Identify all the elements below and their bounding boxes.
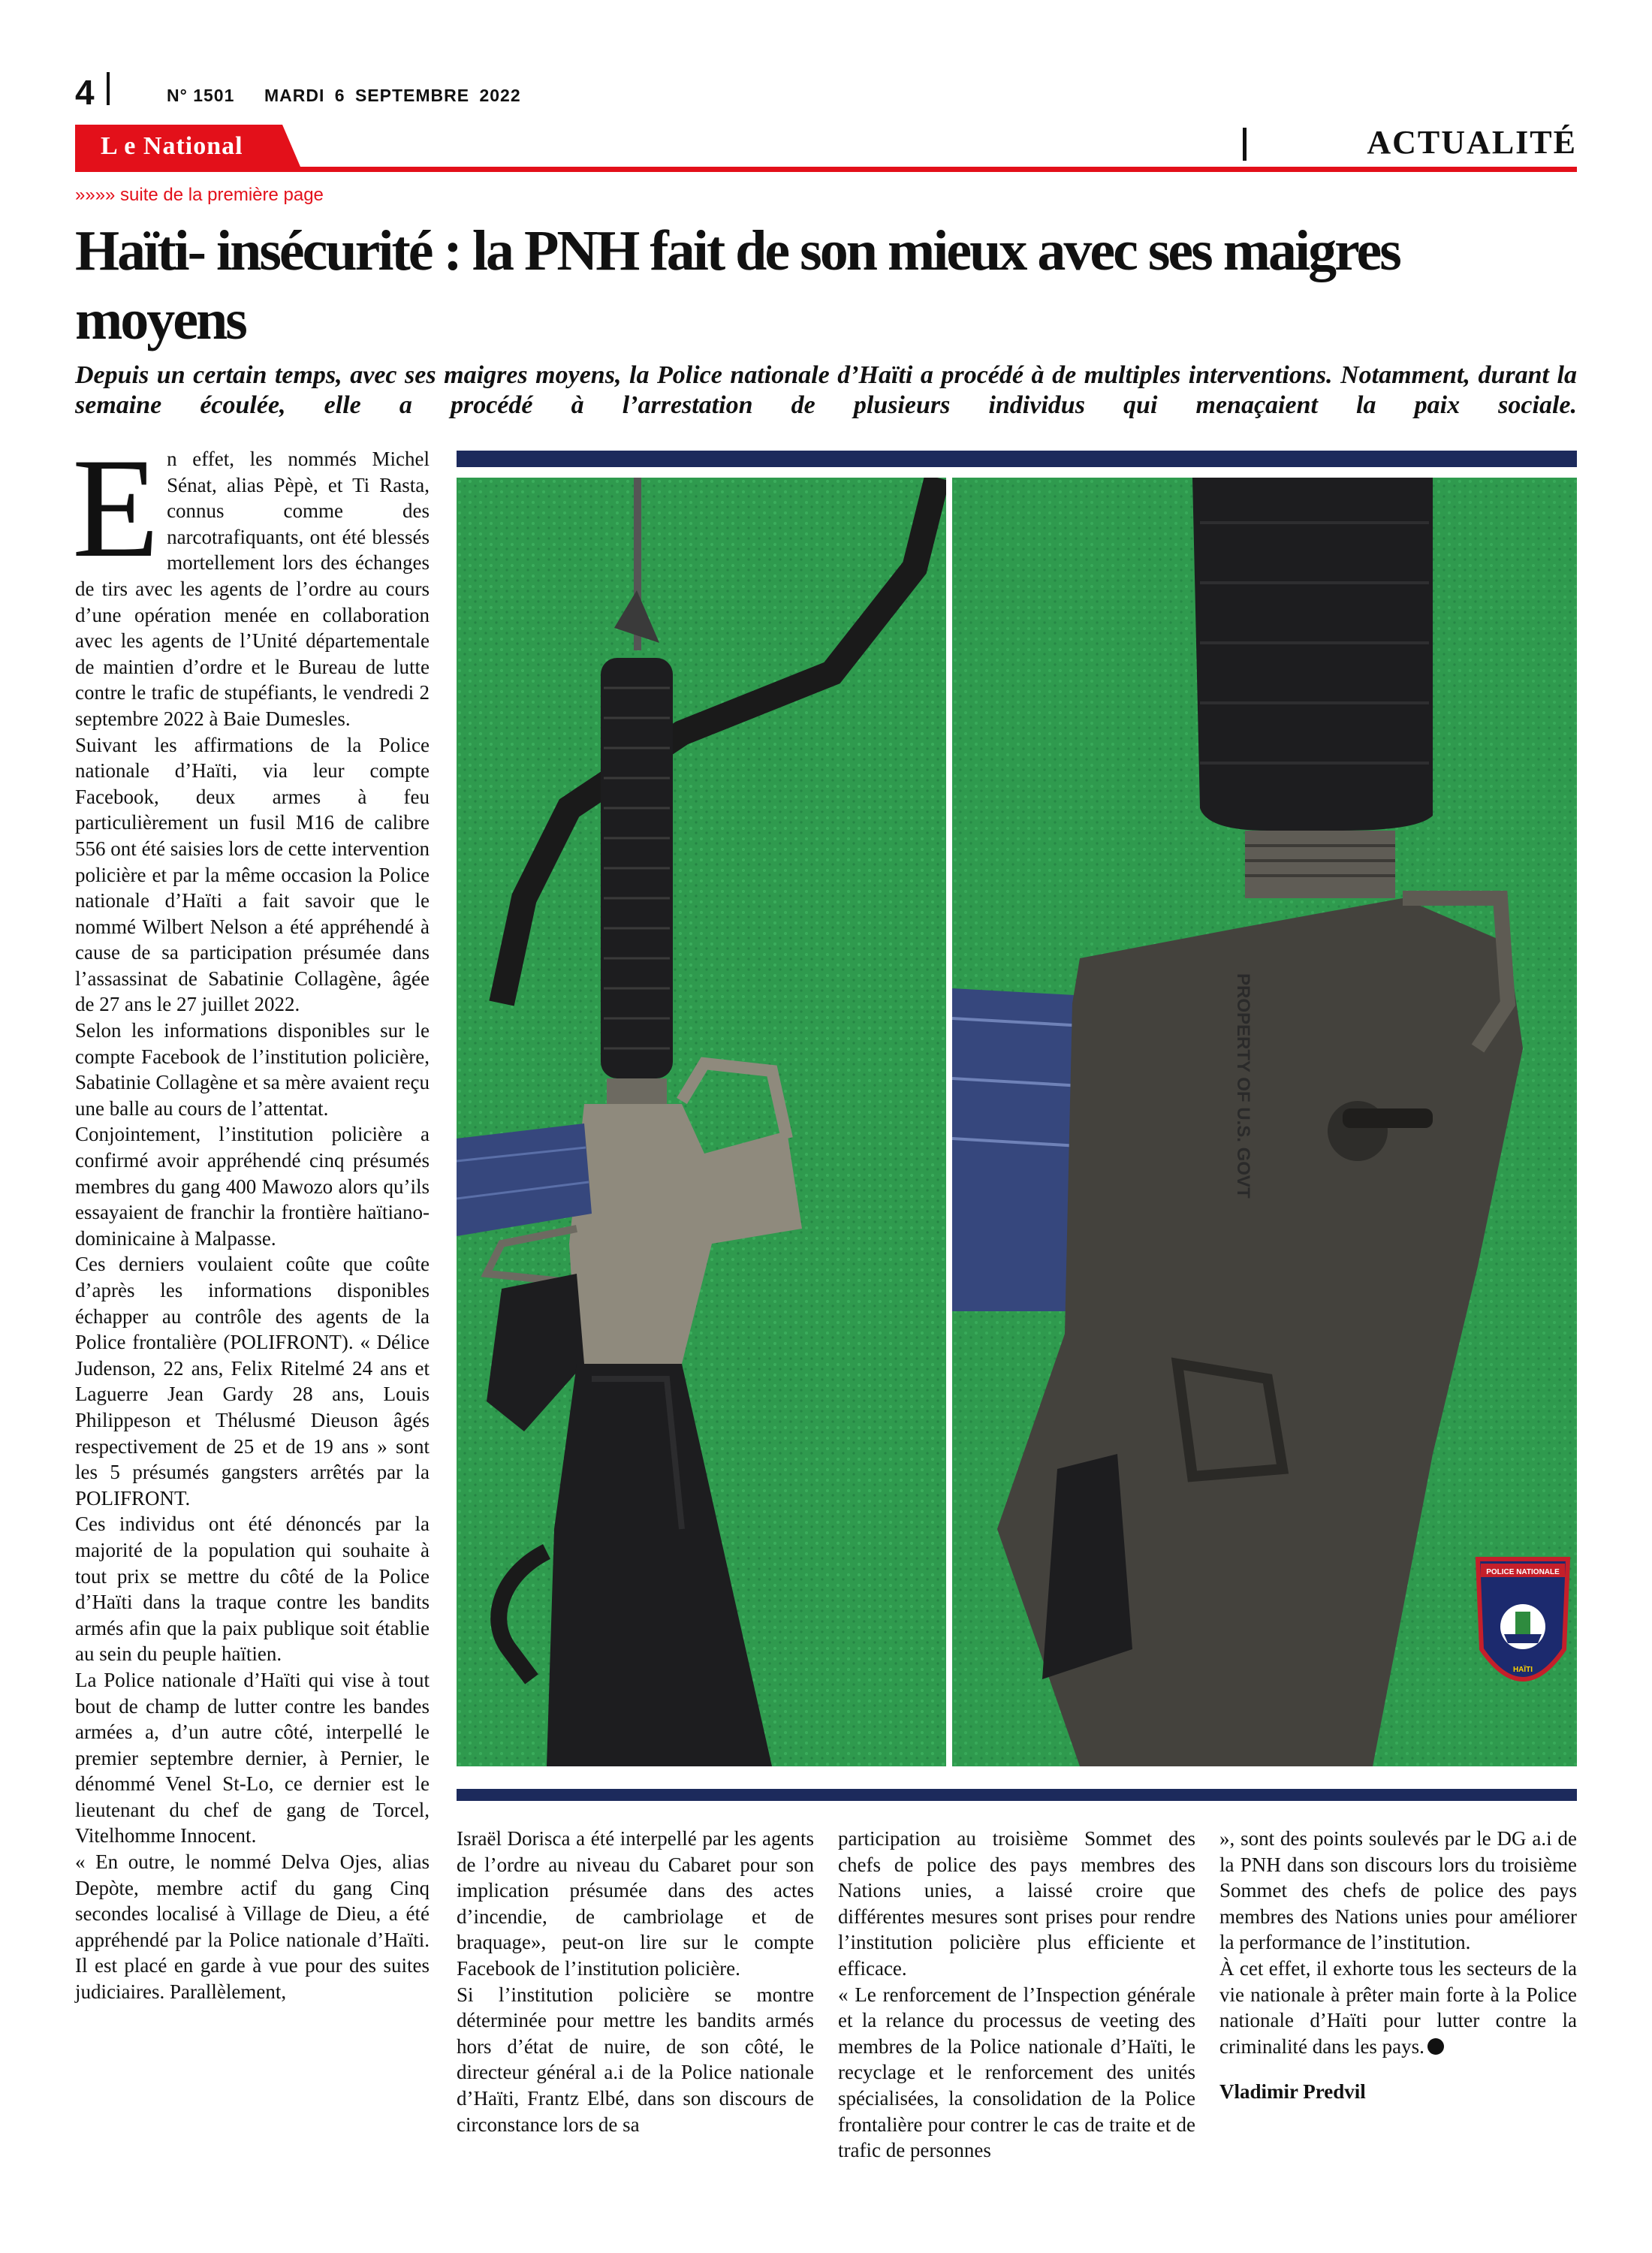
closing-text: À cet effet, il exhorte tous les secteurs de la vie nationale à prêter main forte à la Police nationale d’Haïti pour lutter contre la criminalité dans les pays. [1219,1956,1577,2058]
photo-frame-top-bar [457,451,1577,467]
byline: Vladimir Predvil [1219,2080,1366,2104]
headline: Haïti- insécurité : la PNH fait de son mieux avec ses maigres moyens [75,219,1400,351]
article-column-3 [838,1826,1195,2164]
standfirst: Depuis un certain temps, avec ses maigres moyens, la Police nationale d’Haïti a procédé à de multiples interventions. Notamment, durant la semaine écoulée, elle a procédé à l’arrestation de plusieurs individus qui menaçaient la paix sociale. [75,361,1577,419]
section-title: ACTUALITÉ [1367,124,1577,161]
article-column-4 [1219,1826,1577,2105]
rifle-illustration [457,478,946,1766]
paragraph: Selon les informations disponibles sur le compte Facebook de l’institution policière, Sabatinie Collagène et sa mère avaient reçu une balle au cours de l’attentat. [75,1019,430,1120]
paragraph: Ces individus ont été dénoncés par la majorité de la population qui souhaite à tout prix se mettre du côté de la Police d’Haïti dans la traque contre les bandits armés afin que la paix publique soit établie au sein du peuple haïtien. [75,1513,430,1666]
end-mark-icon [1427,2038,1444,2055]
paragraph [1219,1956,1577,2059]
badge-top-text: POLICE NATIONALE [1486,1568,1560,1576]
brand-name: L e National [101,132,243,160]
rifle-closeup-photo [952,478,1577,1766]
receiver-marking: PROPERTY OF U.S. GOVT [1233,973,1253,1199]
section-divider [1243,128,1247,161]
paragraph: Conjointement, l’institution policière a confirmé avoir appréhendé cinq présumés membres du gang 400 Mawozo alors qu’ils essayaient de franchir la frontière haïtiano-dominicaine à Malpasse. [75,1123,430,1250]
rifle-photo [457,478,946,1766]
paragraph: Israël Dorisca a été interpellé par les agents de l’ordre au niveau du Cabaret pour son implication présumée dans des actes d’incendie, de cambriolage et de braquage», peut-on lire sur le compte Facebook de l’institution policière. [457,1827,814,1980]
paragraph: n effet, les nommés Michel Sénat, alias Pèpè, et Ti Rasta, connus comme des narcotrafiquants, ont été blessés mortellement lors des échanges de tirs avec les agents de l’ordre au cours d’une opération menée en collaboration avec les agents de l’Unité départementale de maintien d’ordre et le Bureau de lutte contre le trafic de stupéfiants, le vendredi 2 septembre 2022 à Baie Dumesles. [75,448,430,730]
page-number: 4 [75,73,95,112]
paragraph: », sont des points soulevés par le DG a.i de la PNH dans son discours lors du troisième Sommet des chefs de police des pays membres des Nations unies pour améliorer la performance de l’institution. [1219,1827,1577,1954]
paragraph: Suivant les affirmations de la Police nationale d’Haïti, via leur compte Facebook, deux armes à feu particulièrement un fusil M16 de calibre 556 ont été saisies lors de cette intervention policière et par la même occasion la Police nationale d’Haïti a fait savoir que le nommé Wilbert Nelson a été appréhendé à cause de sa participation présumée dans l’assassinat de Sabatinie Collagène, âgée de 27 ans le 27 juillet 2022. [75,733,430,1016]
page-number-divider [107,72,110,105]
article-column-2 [457,1826,814,2137]
paragraph: La Police nationale d’Haïti qui vise à tout bout de champ de lutter contre les bandes armées a, d’un autre côté, interpellé le premier septembre dernier, à Pernier, le dénommé Venel St-Lo, ce dernier est le lieutenant du chef de gang de Torcel, Vitelhomme Innocent. [75,1668,430,1847]
badge-bottom-text: HAÏTI [1512,1666,1533,1674]
paragraph: « En outre, le nommé Delva Ojes, alias Depòte, membre actif du gang Cinq secondes localisé à Village de Dieu, a été appréhendé par la Police nationale d’Haïti. Il est placé en garde à vue pour des suites judiciaires. Parallèlement, [75,1850,430,2004]
issue-number: N° 1501 [167,86,235,105]
issue-date: MARDI 6 SEPTEMBRE 2022 [264,86,521,105]
photo-frame-bottom-bar [457,1789,1577,1801]
article-column-1 [72,430,430,2005]
paragraph: « Le renforcement de l’Inspection générale et la relance du processus de veeting des membres de la Police nationale d’Haïti, le recyclage et le renforcement des unités spécialisées, la consolidation de la Police frontalière pour contrer le cas de traite et de trafic de personnes [838,1983,1195,2162]
paragraph: participation au troisième Sommet des chefs de police des pays membres des Nations unies, a laissé croire que différentes mesures sont prises pour rendre l’institution policière plus efficiente et efficace. [838,1827,1195,1980]
drop-cap: E [72,430,160,587]
header-rule [75,167,1577,172]
paragraph: Si l’institution policière se montre déterminée pour mettre les bandits armés hors d’état de nuire, de son côté, le directeur général a.i de la Police nationale d’Haïti, Frantz Elbé, dans son discours de circonstance lors de sa [457,1983,814,2136]
continued-note: »»»» suite de la première page [75,185,324,205]
police-nationale-badge [1478,1559,1568,1679]
receiver-closeup-illustration [952,478,1577,1766]
paragraph: Ces derniers voulaient coûte que coûte d’après les informations disponibles échapper au contrôle des agents de la Police frontalière (POLIFRONT). « Délice Judenson, 22 ans, Felix Ritelmé 24 ans et Laguerre Jean Gardy 28 ans, Louis Philippeson et Thélusmé Dieuson âgés respectivement de 25 et de 19 ans » sont les 5 présumés gangsters arrêtés par la POLIFRONT. [75,1253,430,1510]
